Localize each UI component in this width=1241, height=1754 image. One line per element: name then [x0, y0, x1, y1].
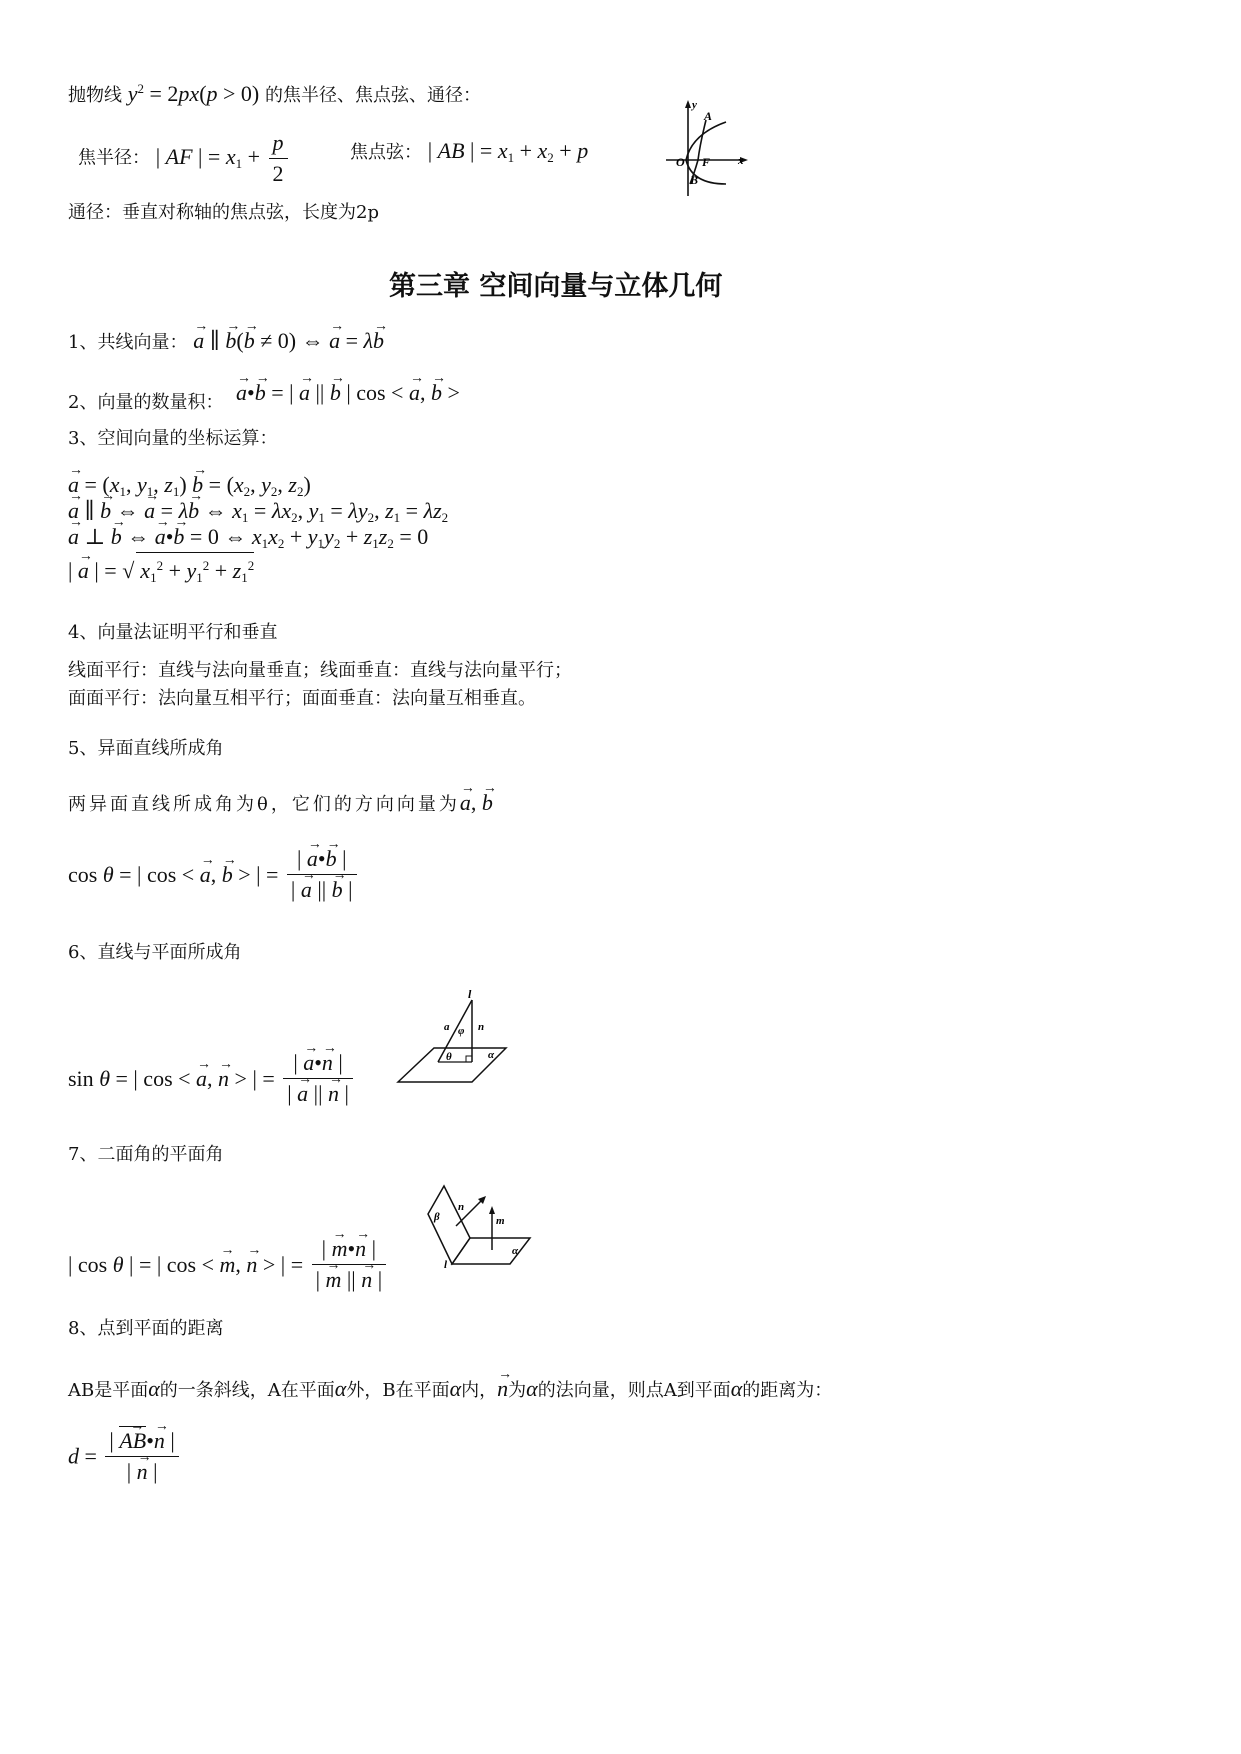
fig7-label-beta: β [434, 1211, 440, 1223]
section-3: 3、空间向量的坐标运算： [68, 428, 278, 449]
section-2: 2、向量的数量积： [68, 392, 224, 413]
coord-line-4: | → a | = √ $x_1^2 + y_1^2 + z_1^2$ [68, 552, 254, 591]
section-4-line-2: 面面平行：法向量互相平行；面面垂直：法向量互相垂直。 [68, 688, 536, 709]
coord-line-1: → $a = (x_1$, $y_1$, $z_1) \to b = (x_2$, $y_2$, $z_2$) [68, 472, 311, 505]
line-plane-angle-formula: sin θ = | cos < → a, → n > | = $\frac{| \to a•\to n |}{| \to a || \to n |}$ [68, 1050, 356, 1107]
fig-label-y: y [692, 99, 697, 111]
s8-desc-part-7: 的距离为： [742, 1380, 833, 1401]
section-4: 4、向量法证明平行和垂直 [68, 622, 278, 643]
p-over-2-fraction: $\frac{p}{2}$ [269, 130, 288, 187]
fig6-label-n: n [478, 1021, 485, 1033]
dihedral-angle-formula: | cos θ | = | cos < → m, → n > | = $\frac{| \to m•\to n |}{| \to m || \to n |}$ [68, 1236, 389, 1293]
section-7: 7、二面角的平面角 [68, 1144, 224, 1165]
s8-desc-part-5: 为 [508, 1380, 527, 1401]
dot-product-formula: → a•→ b = | → a || → b | cos < → a, → b > [236, 380, 460, 406]
fig6-label-alpha: α [488, 1049, 495, 1061]
focal-radius-label: 焦半径： [78, 147, 150, 169]
section-1 [68, 328, 384, 354]
section-1-title: 1、共线向量： [68, 332, 188, 353]
coord-line-2: → a ∥ → b ⇔ → a = λ→ b ⇔ $x_1 = \lambda x_2$, $y_1 = \lambda y_2$, $z_1 = \lambda z_2$ [68, 498, 448, 531]
collinear-formula: → a ∥ → b(→ b ≠ 0) ⇔ → a = λ→ b [193, 328, 384, 353]
parabola-intro-line [68, 76, 481, 107]
normal-vector-symbol: → n [497, 1376, 508, 1401]
fig-label-F: F [702, 155, 711, 169]
s8-desc-part-4: 内， [461, 1380, 498, 1401]
section-5-desc-text: 两异面直线所成角为θ，它们的方向向量为 [68, 794, 460, 815]
focal-chord-line [350, 138, 588, 171]
chapter-title: 第三章 空间向量与立体几何 [389, 271, 723, 302]
section-5: 5、异面直线所成角 [68, 738, 224, 759]
fig7-label-n: n [458, 1201, 465, 1213]
section-6: 6、直线与平面所成角 [68, 942, 242, 963]
focal-radius-formula: | AF | = $x_1$ + $\frac{p}{2}$ [156, 144, 291, 169]
line-plane-figure [396, 987, 508, 1084]
section-8-desc [68, 1376, 832, 1402]
fig6-label-l: l [468, 987, 472, 1001]
fig-label-x: x [738, 155, 744, 167]
coord-line-3: → a ⊥ → b ⇔ → a•→ b = 0 ⇔ $x_1x_2 + y_1y_2 + z_1z_2 = 0$ [68, 524, 428, 557]
s8-desc-part-6: 的法向量，则点A到平面 [537, 1380, 731, 1401]
skew-angle-formula: cos θ = | cos < → a, → b > | = $\frac{| \to a•\to b |}{| \to a || \to b |}$ [68, 846, 360, 903]
section-5-desc: 两异面直线所成角为θ，它们的方向向量为→ a, → b [68, 790, 493, 816]
fig6-label-theta: θ [446, 1051, 452, 1063]
section-8: 8、点到平面的距离 [68, 1318, 224, 1339]
fig6-label-phi: φ [458, 1025, 465, 1037]
latus-rectum-line: 通径：垂直对称轴的焦点弦，长度为2p [68, 202, 379, 223]
fig-label-B: B [690, 173, 699, 187]
alpha-symbol: α [526, 1376, 538, 1401]
s8-desc-part-3: 外，B在平面 [346, 1380, 450, 1401]
fig7-label-alpha: α [512, 1245, 519, 1257]
focal-radius-line [78, 130, 291, 187]
alpha-symbol: α [449, 1376, 462, 1401]
alpha-symbol: α [730, 1376, 743, 1401]
parabola-figure [660, 98, 750, 198]
fig-label-O: O [676, 155, 685, 169]
parabola-intro: 抛物线 [68, 85, 122, 106]
s8-desc-part-2: 的一条斜线，A在平面 [159, 1380, 335, 1401]
alpha-symbol: α [334, 1376, 347, 1401]
parabola-intro-tail: 的焦半径、焦点弦、通径： [264, 85, 481, 106]
fig7-label-m: m [496, 1215, 505, 1227]
s8-desc-part-1: AB是平面 [68, 1380, 149, 1401]
dihedral-figure [424, 1186, 534, 1270]
fig7-label-l: l [444, 1259, 448, 1271]
focal-chord-formula: | AB | = $x_1 + x_2 + p$ [427, 138, 589, 165]
parabola-equation: $y^2 = 2px(p > 0)$ [127, 81, 260, 106]
focal-chord-label: 焦点弦： [350, 142, 422, 163]
alpha-symbol: α [148, 1376, 160, 1401]
point-plane-distance-formula: d = $\frac{| AB \to•\to n |}{| \to n |}$ [68, 1428, 182, 1485]
fig-label-A: A [704, 109, 713, 123]
fig6-label-a: a [444, 1021, 450, 1033]
section-4-line-1: 线面平行：直线与法向量垂直；线面垂直：直线与法向量平行； [68, 660, 572, 681]
